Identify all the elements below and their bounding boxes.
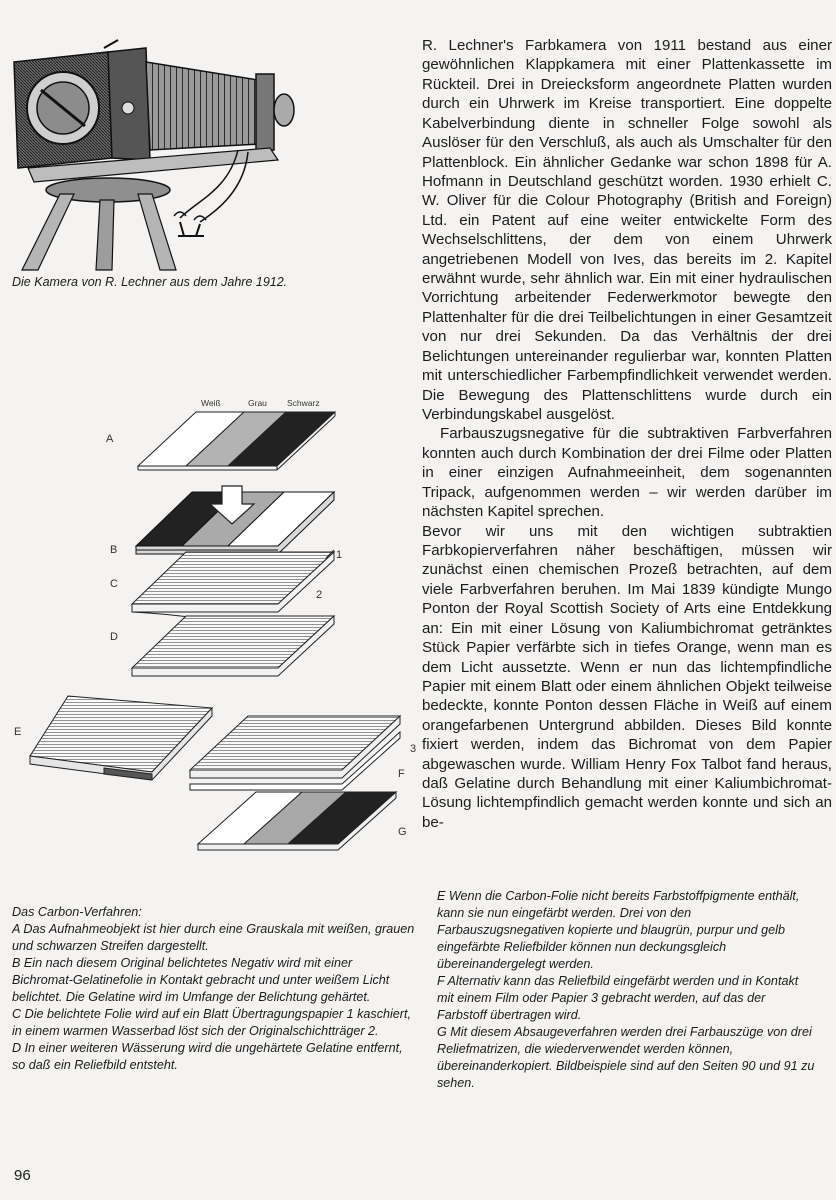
label-a: A bbox=[106, 433, 114, 445]
caption-line: B Ein nach diesem Original belichtetes Negativ wird mit einer Bichromat-Gelatinefolie in Kontakt gebracht und unter weißem Licht belichtet. Die Gelatine wird im Umfange der Belichtung gehärtet. bbox=[12, 956, 390, 1004]
diagram-caption-left bbox=[12, 904, 416, 1074]
label-3: 3 bbox=[410, 743, 417, 755]
label-g: G bbox=[398, 826, 407, 838]
page-number: 96 bbox=[14, 1167, 31, 1184]
label-c: C bbox=[110, 578, 118, 590]
caption-line: D In einer weiteren Wässerung wird die ungehärtete Gelatine entfernt, so daß ein Reliefbild entsteht. bbox=[12, 1041, 403, 1072]
label-d: D bbox=[110, 631, 118, 643]
label-b: B bbox=[110, 544, 118, 556]
label-e: E bbox=[14, 726, 22, 738]
paragraph: Bevor wir uns mit den wichtigen subtraktien Farbkopierverfahren näher beschäftigen, müssen wir zunächst einen chemischen Prozeß betrachten, auf dem viele Farbverfahren beruhen. Im Mai 1839 kündigte Mungo Ponton der Royal Scottish Society of Arts eine Entdekkung an: Ein mit einer Lösung von Kaliumbichromat getränktes Stück Papier verfärbte sich in tiefes Orange, wenn man es dem Licht aussetzte. Wenn er nun das lichtempfindliche Papier mit einem Blatt oder einem ähnlichen Objekt teilweise bedeckte, konnte Ponton dessen Fläche in Weiß auf einem orangefarbenen Untergrund abbilden. Dieses Bild konnte fixiert werden, indem das Bichromat von dem Papier abgewaschen wurde. William Henry Fox Talbot fand heraus, daß Gelatine durch Behandlung mit einer Kaliumbichromat-Lösung lichtempfindlich gemacht werden konnte und sich an be- bbox=[422, 522, 832, 831]
caption-line: Das Carbon-Verfahren: bbox=[12, 905, 142, 919]
caption-line: E Wenn die Carbon-Folie nicht bereits Farbstoffpigmente enthält, kann sie nun eingefärbt werden. Drei von den Farbauszugsnegativen kopierte und blaugrün, purpur und gelb eingefärbte Reliefbilder können nun deckungsgleich übereinandergelegt werden. bbox=[437, 889, 800, 971]
photo-caption: Die Kamera von R. Lechner aus dem Jahre 1912. bbox=[12, 275, 288, 289]
paragraph: Farbauszugsnegative für die subtraktiven Farbverfahren konnten auch durch Kombination der drei Filme oder Platten in einer einzigen Aufnahmeeinheit, dem sogenannten Tripack, aufgenommen werden – wir werden darüber im nächsten Kapitel sprechen. bbox=[422, 425, 832, 521]
caption-line: G Mit diesem Absaugeverfahren werden drei Farbauszüge von drei Reliefmatrizen, die wiederverwendet werden können, übereinanderkopiert. Bildbeispiele sind auf den Seiten 90 und 91 zu sehen. bbox=[437, 1025, 815, 1090]
label-1: 1 bbox=[336, 549, 343, 561]
camera-photograph bbox=[8, 40, 338, 270]
paragraph: R. Lechner's Farbkamera von 1911 bestand aus einer gewöhnlichen Klappkamera mit einer Plattenkassette im Rückteil. Drei in Dreiecksform angeordnete Platten wurden durch ein Uhrwerk im Kreise transportiert. Eine doppelte Kabelverbindung diente in schneller Folge sowohl als Auslöser für den Verschluß, als auch als Umschalter für den Plattenblock. Ein ähnlicher Gedanke war schon 1898 für A. Hofmann in Deutschland geschützt worden. 1930 erhielt C. W. Oliver für die Colour Photography (British and Foreign) Ltd. ein Patent auf eine weiter entwickelte Form des Wechselschlittens, der dem von einem Uhrwerk angetriebenen Modell von Ives, das bereits im 2. Kapitel erwähnt wurde, sehr ähnlich war. Ein mit einer hydraulischen Vorrichtung arbeitender Federwerkmotor bewegte den Plattenhalter für die drei Teilbelichtungen in einer Gesamtzeit von nur drei Sekunden. Da das Verhältnis der drei Belichtungen untereinander regulierbar war, konnten Platten mit unterschiedlicher Farbempfindlichkeit verwendet werden. Die Bewegung des Plattenschlittens wurde durch ein Verbindungskabel ausgelöst. bbox=[422, 37, 832, 424]
label-schwarz: Schwarz bbox=[287, 398, 320, 408]
caption-line: C Die belichtete Folie wird auf ein Blatt Übertragungspapier 1 kaschiert, in einem warmen Wasserbad löst sich der Originalschichtträger 2. bbox=[12, 1007, 412, 1038]
caption-line: A Das Aufnahmeobjekt ist hier durch eine Grauskala mit weißen, grauen und schwarzen Streifen dargestellt. bbox=[12, 922, 415, 953]
label-2: 2 bbox=[316, 589, 323, 601]
main-text bbox=[422, 36, 832, 832]
caption-line: F Alternativ kann das Reliefbild eingefärbt werden und in Kontakt mit einem Film oder Papier 3 gebracht werden, auf das der Farbstoff übertragen wird. bbox=[437, 974, 799, 1022]
carbon-process-diagram bbox=[0, 390, 420, 838]
diagram-caption-right bbox=[437, 888, 815, 1092]
label-weiss: Weiß bbox=[201, 398, 221, 408]
label-grau: Grau bbox=[248, 398, 267, 408]
label-f: F bbox=[398, 768, 405, 780]
